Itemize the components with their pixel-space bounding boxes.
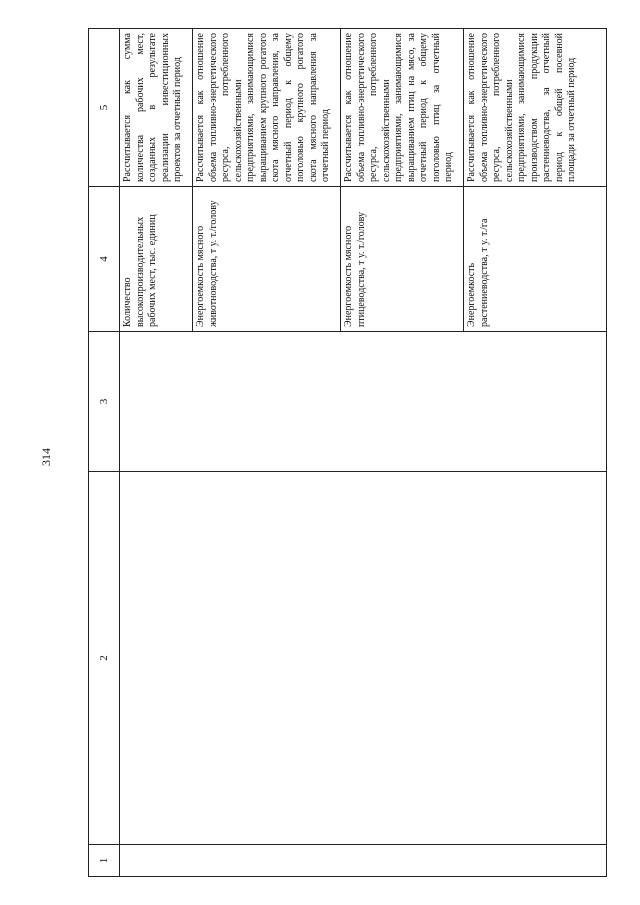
- header-col-1: 1: [89, 845, 120, 877]
- header-col-4: 4: [89, 187, 120, 332]
- indicator-name: Энергоемкость растениеводства, т у. т./га: [464, 187, 607, 332]
- cell-col-2: [120, 472, 607, 845]
- rotated-table-wrapper: [88, 29, 585, 877]
- indicator-table: [88, 28, 607, 877]
- cell-col-3: [120, 332, 607, 472]
- indicator-name: Энергоемкость мясного животноводства, т у. т./голову: [193, 187, 341, 332]
- table-row: [120, 29, 193, 877]
- cell-col-1: [120, 845, 607, 877]
- indicator-name: Энергоемкость мясного птицеводства, т у. т./голову: [341, 187, 464, 332]
- header-col-5: 5: [89, 29, 120, 187]
- indicator-method: Рассчитывается как отношение объема топливно-энергетического ресурса, потребленного сельскохозяйственными предприятиями, занимающимися выращиванием птиц на мясо, за отчетный период к общему поголовью птиц за отчетный период: [341, 29, 464, 187]
- indicator-method: Рассчитывается как сумма количества рабочих мест, созданных в результате реализации инвестиционных проектов за отчетный период: [120, 29, 193, 187]
- header-col-3: 3: [89, 332, 120, 472]
- indicator-method: Рассчитывается как отношение объема топливно-энергетического ресурса, потребленного сельскохозяйственными предприятиями, занимающимися выращиванием крупного рогатого скота мясного направления, за отчетный период к общему поголовью крупного рогатого скота мясного направления за отчетный период: [193, 29, 341, 187]
- table-header-row: [89, 29, 120, 877]
- indicator-method: Рассчитывается как отношение объема топливно-энергетического ресурса, потребленного сельскохозяйственными предприятиями, занимающимися производством продукции растениеводства, за отчетный период к общей посевной площади за отчетный период: [464, 29, 607, 187]
- header-col-2: 2: [89, 472, 120, 845]
- indicator-name: Количество высокопроизводительных рабочих мест, тыс. единиц: [120, 187, 193, 332]
- page-number: 314: [39, 448, 53, 466]
